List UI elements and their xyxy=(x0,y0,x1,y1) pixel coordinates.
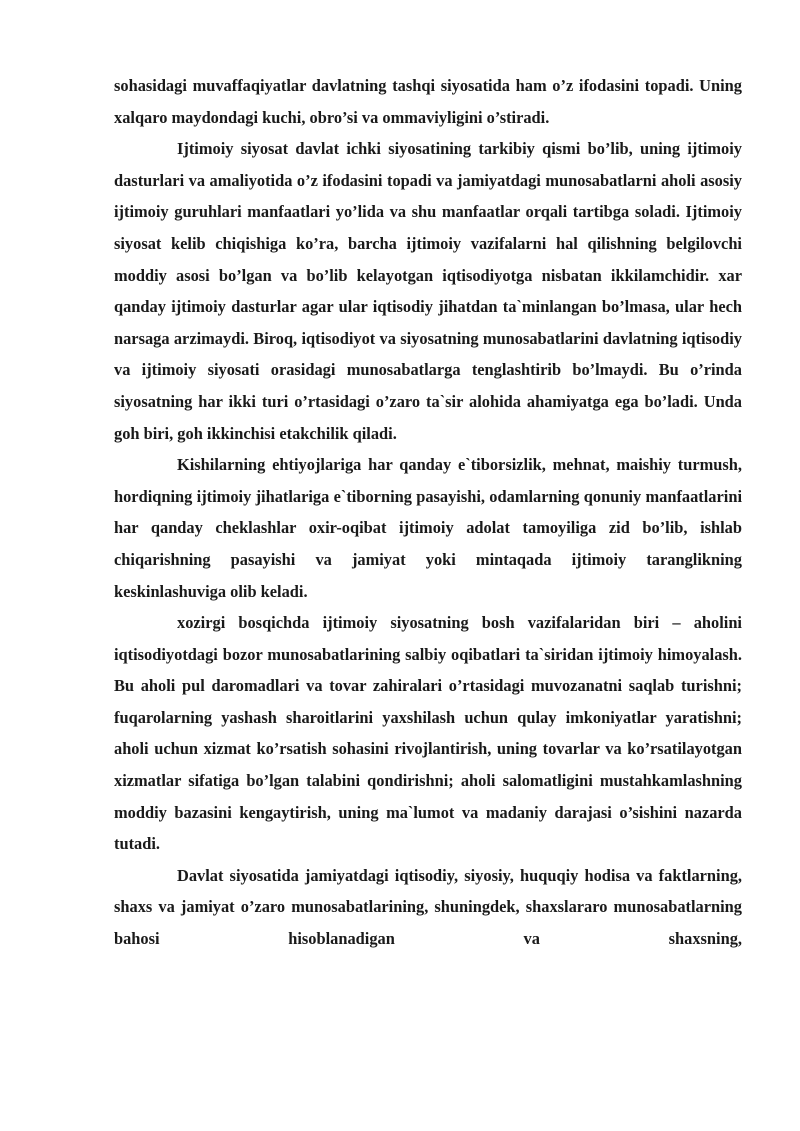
paragraph-current-stage: xozirgi bosqichda ijtimoiy siyosatning bosh vazifalaridan biri – aholini iqtisodiyotdagi bozor munosabatlarining salbiy oqibatlari ta`siridan ijtimoiy himoyalash. Bu aholi pul daromadlari va tovar zahiralari o’rtasidagi muvozanatni saqlab turishni; fuqarolarning yashash sharoitlarini yaxshilash uchun qulay imkoniyatlar yaratishni; aholi uchun xizmat ko’rsatish sohasini rivojlantirish, uning tovarlar va ko’rsatilayotgan xizmatlar sifatiga bo’lgan talabini qondirishni; aholi salomatligini mustahkamlashning moddiy bazasini kengaytirish, uning ma`lumot va madaniy darajasi o’sishini nazarda tutadi. xyxy=(114,613,742,854)
document-page xyxy=(114,70,742,955)
paragraph-continuation: sohasidagi muvaffaqiyatlar davlatning tashqi siyosatida ham o’z ifodasini topadi. Uning xalqaro maydondagi kuchi, obro’si va ommaviyligini o’stiradi. xyxy=(114,76,742,127)
paragraph-state-policy: Davlat siyosatida jamiyatdagi iqtisodiy, siyosiy, huquqiy hodisa va faktlarning, shaxs va jamiyat o’zaro munosabatlarining, shuningdek, shaxslararo munosabatlarning bahosi hisoblanadigan va shaxsning, xyxy=(114,865,742,949)
paragraph-needs: Kishilarning ehtiyojlariga har qanday e`tiborsizlik, mehnat, maishiy turmush, hordiqning ijtimoiy jihatlariga e`tiborning pasayishi, odamlarning qonuniy manfaatlarini har qanday cheklashlar oxir-oqibat ijtimoiy adolat tamoyiliga zid bo’lib, ishlab chiqarishning pasayishi va jamiyat yoki mintaqada ijtimoiy taranglikning keskinlashuviga olib keladi. xyxy=(114,455,742,601)
paragraph-social-policy: Ijtimoiy siyosat davlat ichki siyosatining tarkibiy qismi bo’lib, uning ijtimoiy dasturlari va amaliyotida o’z ifodasini topadi va jamiyatdagi munosabatlarni aholi asosiy ijtimoiy guruhlari manfaatlari yo’lida va shu manfaatlar orqali tartibga soladi. Ijtimoiy siyosat kelib chiqishiga ko’ra, barcha ijtimoiy vazifalarni hal qilishning belgilovchi moddiy asosi bo’lgan va bo’lib kelayotgan iqtisodiyotga nisbatan ikkilamchidir. xar qanday ijtimoiy dasturlar agar ular iqtisodiy jihatdan ta`minlangan bo’lmasa, ular hech narsaga arzimaydi. Biroq, iqtisodiyot va siyosatning munosabatlarini davlatning iqtisodiy va ijtimoiy siyosati orasidagi munosabatlarga tenglashtirib bo’lmaydi. Bu o’rinda siyosatning har ikki turi o’rtasidagi o’zaro ta`sir alohida ahamiyatga ega bo’ladi. Unda goh biri, goh ikkinchisi etakchilik qiladi. xyxy=(114,139,742,443)
